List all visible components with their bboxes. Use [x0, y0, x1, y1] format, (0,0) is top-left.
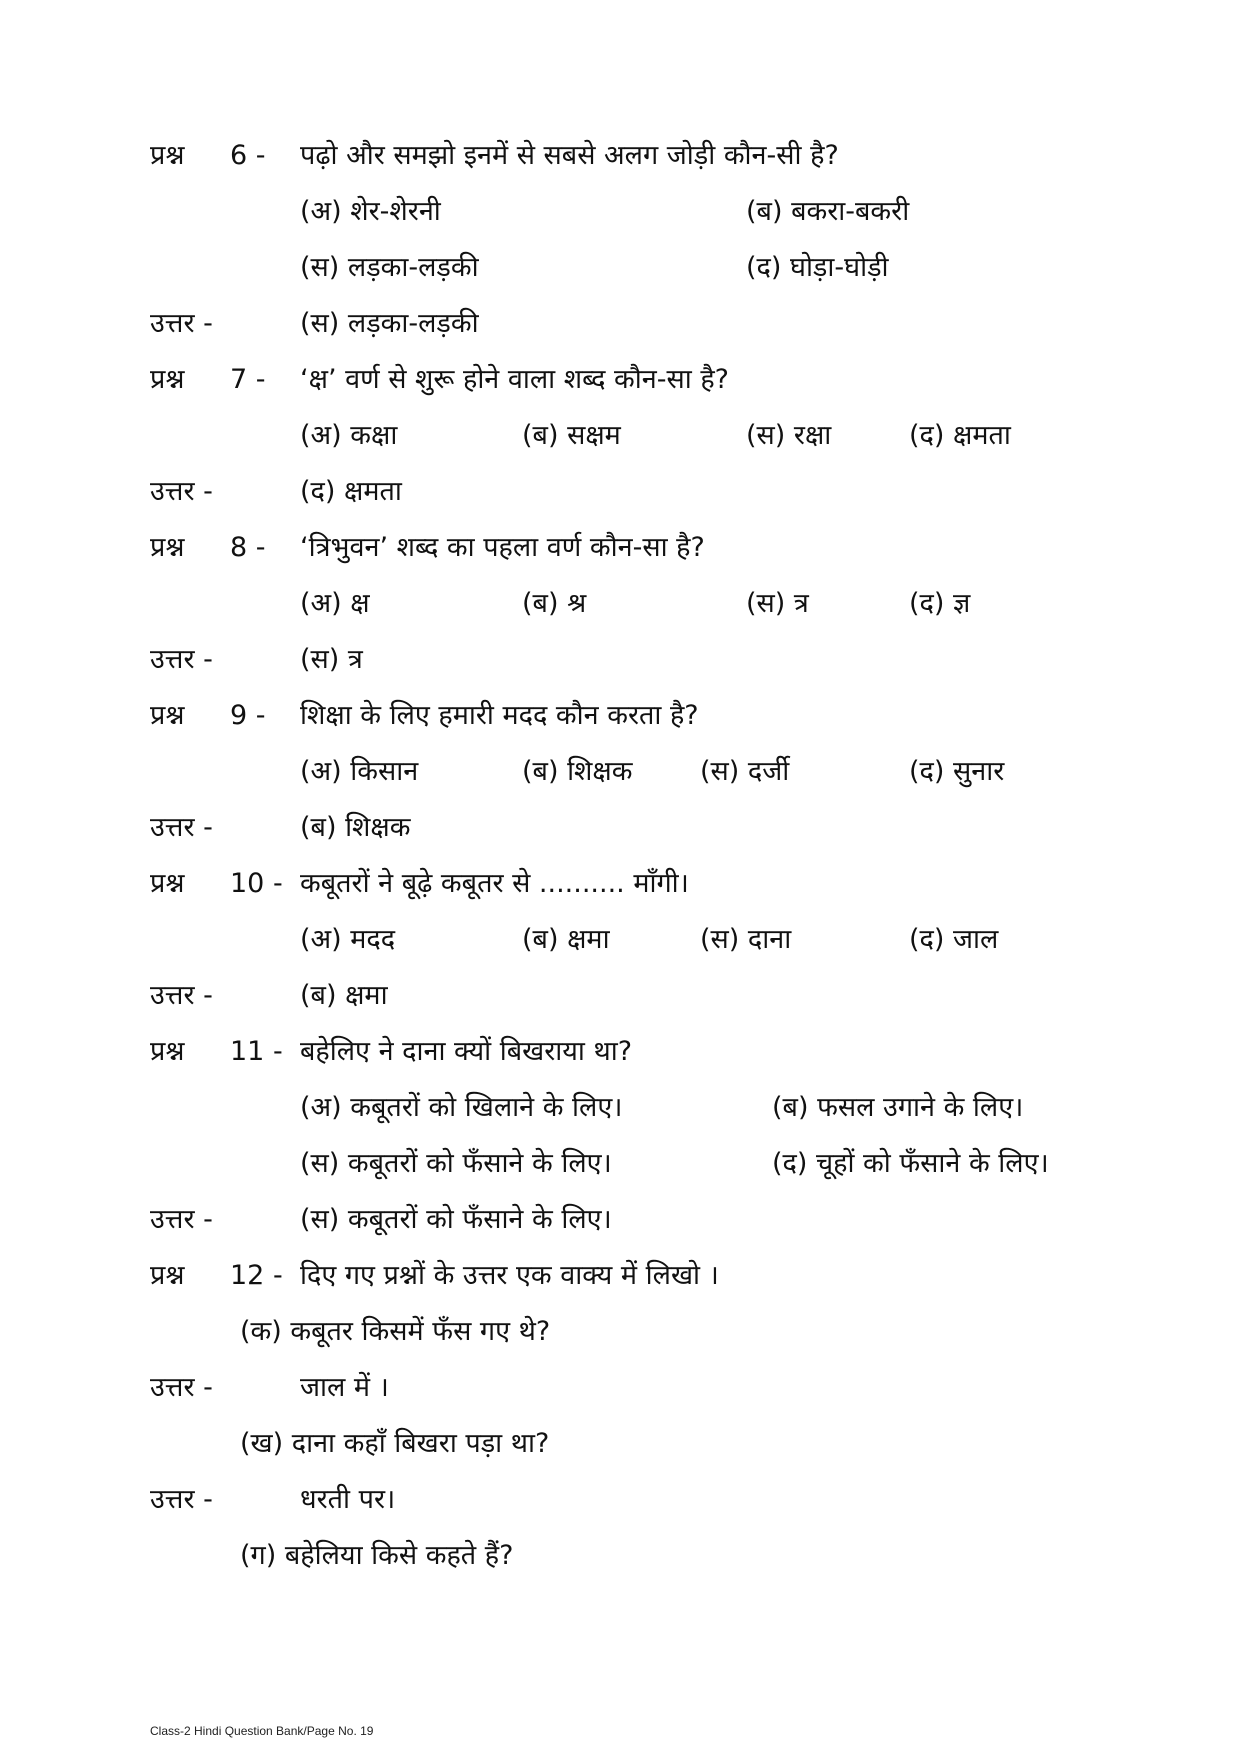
option-b: (ब) बकरा-बकरी: [746, 196, 910, 227]
option-d: (द) घोड़ा-घोड़ी: [746, 252, 889, 283]
question-7: [0, 354, 1241, 406]
question-text: ‘त्रिभुवन’ शब्द का पहला वर्ण कौन-सा है?: [300, 532, 705, 563]
answer-label: उत्तर -: [150, 1204, 213, 1235]
question-6: [0, 130, 1241, 182]
option-c: (स) दाना: [700, 924, 792, 955]
answer-7: [0, 466, 1241, 518]
options-row: [0, 578, 1241, 630]
sub-answer-kha: [0, 1474, 1241, 1526]
question-label: प्रश्न: [150, 364, 185, 395]
question-number: 9 -: [230, 700, 266, 731]
options-row: [0, 410, 1241, 462]
question-8: [0, 522, 1241, 574]
option-c: (स) दर्जी: [700, 756, 790, 787]
options-row: [0, 1138, 1241, 1190]
option-d: (द) चूहों को फँसाने के लिए।: [772, 1148, 1049, 1179]
question-number: 10 -: [230, 868, 283, 899]
answer-text: (ब) क्षमा: [300, 980, 388, 1011]
option-c: (स) त्र: [746, 588, 809, 619]
question-text: दिए गए प्रश्नों के उत्तर एक वाक्य में लिखो ।: [300, 1260, 719, 1291]
question-9: [0, 690, 1241, 742]
sub-question-kha: [0, 1418, 1241, 1470]
sub-question-ka: [0, 1306, 1241, 1358]
options-row: [0, 914, 1241, 966]
question-label: प्रश्न: [150, 1036, 185, 1067]
answer-label: उत्तर -: [150, 980, 213, 1011]
option-c: (स) लड़का-लड़की: [300, 252, 479, 283]
option-b: (ब) सक्षम: [522, 420, 621, 451]
question-text: पढ़ो और समझो इनमें से सबसे अलग जोड़ी कौन-सी है?: [300, 140, 839, 171]
sub-question-text: (क) कबूतर किसमें फँस गए थे?: [240, 1316, 551, 1347]
question-text: शिक्षा के लिए हमारी मदद कौन करता है?: [300, 700, 699, 731]
question-number: 11 -: [230, 1036, 283, 1067]
answer-text: (ब) शिक्षक: [300, 812, 411, 843]
page-footer: Class-2 Hindi Question Bank/Page No. 19: [150, 1724, 374, 1738]
question-number: 12 -: [230, 1260, 283, 1291]
answer-8: [0, 634, 1241, 686]
question-text: बहेलिए ने दाना क्यों बिखराया था?: [300, 1036, 633, 1067]
options-row: [0, 186, 1241, 238]
question-label: प्रश्न: [150, 1260, 185, 1291]
options-row: [0, 1082, 1241, 1134]
answer-10: [0, 970, 1241, 1022]
option-a: (अ) कबूतरों को खिलाने के लिए।: [300, 1092, 623, 1123]
question-12: [0, 1250, 1241, 1302]
answer-text: जाल में ।: [300, 1372, 389, 1403]
option-d: (द) जाल: [909, 924, 999, 955]
question-11: [0, 1026, 1241, 1078]
options-row: [0, 242, 1241, 294]
answer-label: उत्तर -: [150, 476, 213, 507]
question-label: प्रश्न: [150, 868, 185, 899]
answer-label: उत्तर -: [150, 1372, 213, 1403]
answer-text: (स) लड़का-लड़की: [300, 308, 479, 339]
question-label: प्रश्न: [150, 532, 185, 563]
sub-question-ga: [0, 1530, 1241, 1582]
answer-text: (स) त्र: [300, 644, 363, 675]
option-c: (स) कबूतरों को फँसाने के लिए।: [300, 1148, 612, 1179]
sub-answer-ka: [0, 1362, 1241, 1414]
option-a: (अ) मदद: [300, 924, 396, 955]
option-d: (द) क्षमता: [909, 420, 1011, 451]
answer-text: (द) क्षमता: [300, 476, 402, 507]
answer-9: [0, 802, 1241, 854]
answer-label: उत्तर -: [150, 308, 213, 339]
question-label: प्रश्न: [150, 700, 185, 731]
option-d: (द) ज्ञ: [909, 588, 971, 619]
option-a: (अ) किसान: [300, 756, 419, 787]
question-text: ‘क्ष’ वर्ण से शुरू होने वाला शब्द कौन-सा है?: [300, 364, 729, 395]
question-number: 6 -: [230, 140, 266, 171]
option-a: (अ) क्ष: [300, 588, 370, 619]
sub-question-text: (ग) बहेलिया किसे कहते हैं?: [240, 1540, 514, 1571]
option-b: (ब) फसल उगाने के लिए।: [772, 1092, 1024, 1123]
question-number: 7 -: [230, 364, 266, 395]
option-a: (अ) शेर-शेरनी: [300, 196, 441, 227]
question-label: प्रश्न: [150, 140, 185, 171]
answer-6: [0, 298, 1241, 350]
answer-label: उत्तर -: [150, 644, 213, 675]
option-c: (स) रक्षा: [746, 420, 832, 451]
question-10: [0, 858, 1241, 910]
answer-text: (स) कबूतरों को फँसाने के लिए।: [300, 1204, 612, 1235]
answer-label: उत्तर -: [150, 812, 213, 843]
options-row: [0, 746, 1241, 798]
option-a: (अ) कक्षा: [300, 420, 398, 451]
option-b: (ब) श्र: [522, 588, 587, 619]
question-text: कबूतरों ने बूढ़े कबूतर से .......... माँगी।: [300, 868, 689, 899]
sub-question-text: (ख) दाना कहाँ बिखरा पड़ा था?: [240, 1428, 550, 1459]
answer-text: धरती पर।: [300, 1484, 396, 1515]
question-number: 8 -: [230, 532, 266, 563]
option-d: (द) सुनार: [909, 756, 1005, 787]
answer-11: [0, 1194, 1241, 1246]
option-b: (ब) क्षमा: [522, 924, 610, 955]
option-b: (ब) शिक्षक: [522, 756, 633, 787]
answer-label: उत्तर -: [150, 1484, 213, 1515]
